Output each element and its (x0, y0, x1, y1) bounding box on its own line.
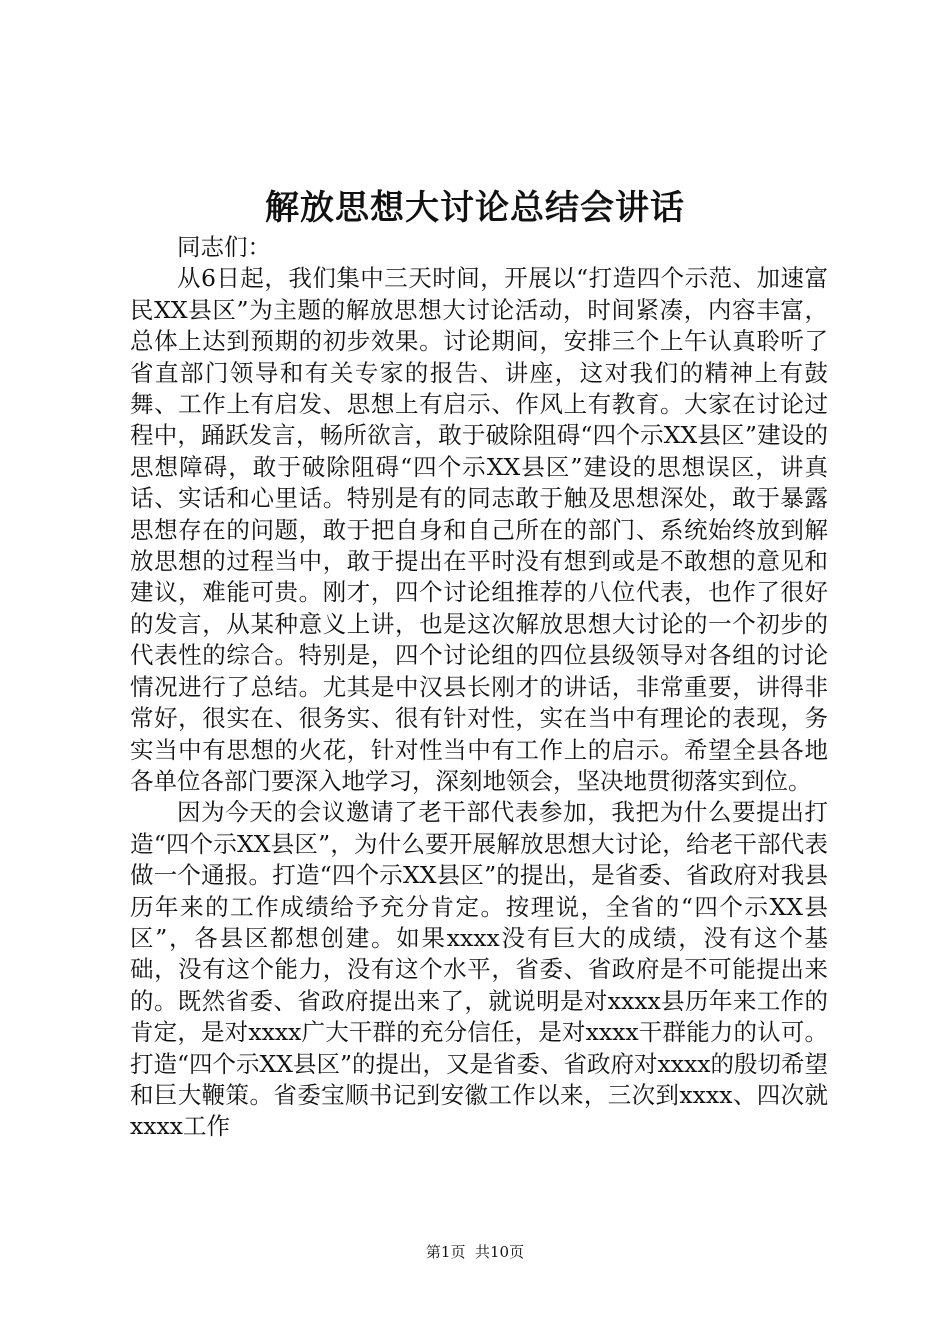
paragraph-2: 因为今天的会议邀请了老干部代表参加，我把为什么要提出打造“四个示XX县区”，为什么要开展解放思想大讨论，给老干部代表做一个通报。打造“四个示XX县区”的提出，是省委、省政府对我县历年来的工作成绩给予充分肯定。按理说，全省的“四个示XX县区”，各县区都想创建。如果xxxx没有巨大的成绩，没有这个基础，没有这个能力，没有这个水平，省委、省政府是不可能提出来的。既然省委、省政府提出来了，就说明是对xxxx县历年来工作的肯定，是对xxxx广大干群的充分信任，是对xxxx干群能力的认可。打造“四个示XX县区”的提出，又是省委、省政府对xxxx的殷切希望和巨大鞭策。省委宝顺书记到安徽工作以来，三次到xxxx、四次就xxxx工作 (130, 798, 828, 1141)
salutation: 同志们： (177, 233, 271, 261)
page-number: 第1页 (425, 1243, 466, 1261)
page-footer (0, 1241, 950, 1263)
page-total: 共10页 (475, 1243, 525, 1261)
document-title: 解放思想大讨论总结会讲话 (265, 188, 685, 228)
paragraph-1: 从6日起，我们集中三天时间，开展以“打造四个示范、加速富民XX县区”为主题的解放思想大讨论活动，时间紧凑，内容丰富，总体上达到预期的初步效果。讨论期间，安排三个上午认真聆听了省直部门领导和有关专家的报告、讲座，这对我们的精神上有鼓舞、工作上有启发、思想上有启示、作风上有教育。大家在讨论过程中，踊跃发言，畅所欲言，敢于破除阻碍“四个示XX县区”建设的思想障碍，敢于破除阻碍“四个示XX县区”建设的思想误区，讲真话、实话和心里话。特别是有的同志敢于触及思想深处，敢于暴露思想存在的问题，敢于把自身和自己所在的部门、系统始终放到解放思想的过程当中，敢于提出在平时没有想到或是不敢想的意见和建议，难能可贵。刚才，四个讨论组推荐的八位代表，也作了很好的发言，从某种意义上讲，也是这次解放思想大讨论的一个初步的代表性的综合。特别是，四个讨论组的四位县级领导对各组的讨论情况进行了总结。尤其是中汉县长刚才的讲话，非常重要，讲得非常好，很实在、很务实、很有针对性，实在当中有理论的表现，务实当中有思想的火花，针对性当中有工作上的启示。希望全县各地各单位各部门要深入地学习，深刻地领会，坚决地贯彻落实到位。 (130, 264, 828, 795)
document-body (130, 232, 828, 1143)
